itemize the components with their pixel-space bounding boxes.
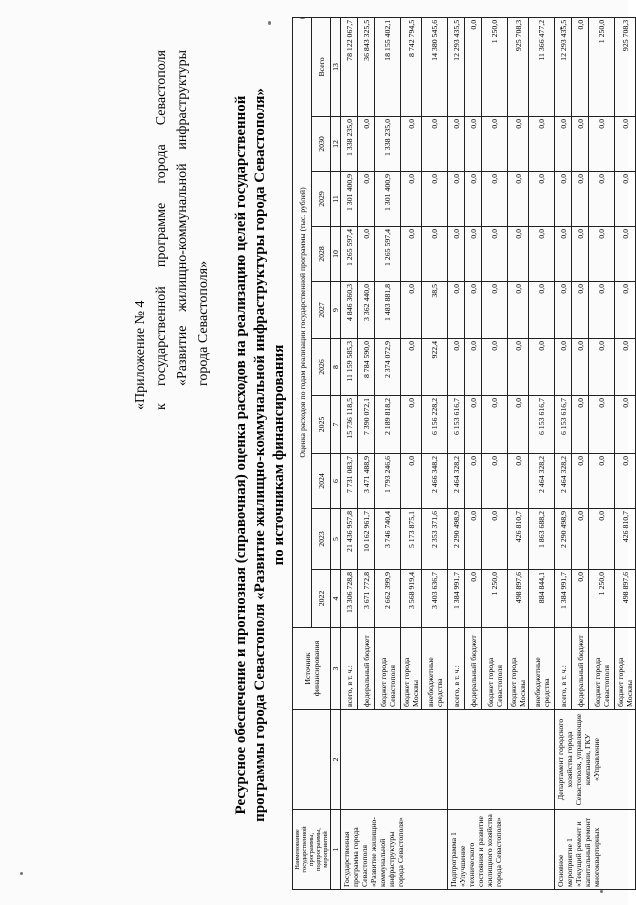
year-value-cell: 0,0 (358, 172, 375, 227)
year-value-cell: 0,0 (572, 227, 589, 282)
year-value-cell: 5 173 875,1 (401, 509, 422, 570)
year-value-cell: 3 403 636,7 (422, 570, 448, 628)
year-value-cell: 0,0 (572, 396, 589, 454)
year-value-cell: 0,0 (448, 339, 465, 396)
funding-source-cell: бюджет города Москвы (401, 628, 422, 710)
executor-cell: Департамент городского хозяйства города Севастополя, управляющие компании, ГКУ «Управление (555, 710, 636, 810)
table-row (555, 17, 572, 889)
document-title (232, 65, 289, 845)
year-value-cell: 0,0 (555, 117, 572, 172)
year-value-cell: 1 793 246,6 (375, 454, 401, 509)
program-name-cell: Государственная программа города Севастополя «Развитие жилищно-коммунальной инфраструктуры города Севастополя» (341, 810, 448, 890)
year-value-cell: 0,0 (572, 509, 589, 570)
header-estimate-group: Оценка расходов по годам реализации государственной программы (тыс. рублей) (293, 17, 312, 627)
program-name-cell: Подпрограмма 1 «Улучшение технического состояния и развитие жилищного хозяйства города Севастополя» (448, 810, 555, 890)
year-value-cell: 7 731 083,7 (341, 454, 358, 509)
year-value-cell: 0,0 (508, 282, 529, 339)
year-value-cell: 2 662 399,9 (375, 570, 401, 628)
year-value-cell: 0,0 (572, 454, 589, 509)
year-value-cell: 0,0 (465, 454, 482, 509)
year-value-cell: 0,0 (448, 282, 465, 339)
total-value-cell: 78 122 067,7 (341, 17, 358, 116)
funding-source-cell: бюджет города Севастополя (589, 628, 615, 710)
appendix-word: города (154, 144, 169, 184)
header-year: 2027 (312, 282, 331, 339)
column-number: 6 (331, 454, 341, 509)
year-value-cell: 0,0 (465, 339, 482, 396)
total-value-cell: 12 293 435,5 (555, 17, 572, 116)
year-value-cell: 0,0 (401, 339, 422, 396)
year-value-cell: 0,0 (589, 117, 615, 172)
appendix-line-1 (151, 50, 172, 410)
year-value-cell: 0,0 (589, 396, 615, 454)
total-value-cell: 0,0 (465, 17, 482, 116)
year-value-cell: 0,0 (358, 117, 375, 172)
title-line-1: Ресурсное обеспечение и прогнозная (справочная) оценка расходов на реализацию целей государственной (233, 95, 249, 815)
year-value-cell: 3 568 919,4 (401, 570, 422, 628)
funding-source-cell: всего, в т. ч.: (555, 628, 572, 710)
year-value-cell: 0,0 (482, 396, 508, 454)
program-name-cell: Основное мероприятие 1 «Текущий ремонт и капитальный ремонт многоквартирных (555, 810, 636, 890)
funding-source-cell: бюджет города Севастополя (375, 628, 401, 710)
column-number: 13 (331, 17, 341, 116)
year-value-cell: 0,0 (555, 339, 572, 396)
header-executor (293, 710, 331, 810)
header-year: 2025 (312, 396, 331, 454)
year-value-cell: 0,0 (401, 454, 422, 509)
year-value-cell: 2 189 818,2 (375, 396, 401, 454)
year-value-cell: 0,0 (448, 172, 465, 227)
year-value-cell: 0,0 (615, 227, 636, 282)
appendix-title: «Приложение № 4 (133, 300, 148, 410)
appendix-line-2 (172, 50, 193, 410)
year-value-cell: 1 384 991,7 (448, 570, 465, 628)
year-value-cell: 0,0 (401, 282, 422, 339)
funding-source-cell: федеральный бюджет (572, 628, 589, 710)
year-value-cell: 0,0 (555, 227, 572, 282)
funding-source-cell: федеральный бюджет (465, 628, 482, 710)
table-row (341, 17, 358, 889)
year-value-cell: 2 290 498,9 (555, 509, 572, 570)
funding-source-cell: бюджет города Севастополя (482, 628, 508, 710)
year-value-cell: 0,0 (615, 172, 636, 227)
funding-source-cell: бюджет города Москвы (508, 628, 529, 710)
year-value-cell: 1 301 400,9 (375, 172, 401, 227)
year-value-cell: 0,0 (555, 172, 572, 227)
year-value-cell: 0,0 (422, 227, 448, 282)
header-row-1 (293, 17, 312, 889)
header-year: 2024 (312, 454, 331, 509)
year-value-cell: 6 153 616,7 (529, 396, 555, 454)
executor-cell (341, 710, 448, 810)
header-year: 2029 (312, 172, 331, 227)
year-value-cell: 0,0 (589, 339, 615, 396)
year-value-cell: 1 265 597,4 (375, 227, 401, 282)
year-value-cell: 10 162 961,7 (358, 509, 375, 570)
year-value-cell: 0,0 (465, 172, 482, 227)
header-year: 2030 (312, 117, 331, 172)
header-year: 2023 (312, 509, 331, 570)
year-value-cell: 0,0 (615, 282, 636, 339)
funding-source-cell: бюджет города Москвы (615, 628, 636, 710)
year-value-cell: 426 810,7 (615, 509, 636, 570)
year-value-cell: 0,0 (589, 454, 615, 509)
year-value-cell: 6 156 228,2 (422, 396, 448, 454)
year-value-cell: 0,0 (448, 227, 465, 282)
year-value-cell: 0,0 (482, 339, 508, 396)
column-number: 4 (331, 570, 341, 628)
year-value-cell: 0,0 (529, 172, 555, 227)
year-value-cell: 0,0 (482, 282, 508, 339)
year-value-cell: 0,0 (589, 172, 615, 227)
title-line-3: по источникам финансирования (271, 344, 287, 566)
appendix-word: жилищно-коммунальной (175, 163, 190, 312)
total-value-cell: 925 708,3 (508, 17, 529, 116)
year-value-cell: 2 290 498,9 (448, 509, 465, 570)
funding-table (292, 17, 636, 890)
year-value-cell: 0,0 (572, 339, 589, 396)
funding-source-cell: всего, в т. ч.: (341, 628, 358, 710)
appendix-word: Севастополя (154, 50, 169, 126)
year-value-cell: 2 353 371,6 (422, 509, 448, 570)
year-value-cell: 8 784 590,0 (358, 339, 375, 396)
year-value-cell: 426 810,7 (508, 509, 529, 570)
year-value-cell: 0,0 (572, 570, 589, 628)
total-value-cell: 0,0 (572, 17, 589, 116)
year-value-cell: 0,0 (529, 227, 555, 282)
year-value-cell: 0,0 (465, 396, 482, 454)
appendix-k: к (154, 403, 169, 410)
year-value-cell: 0,0 (465, 570, 482, 628)
year-value-cell: 0,0 (615, 454, 636, 509)
year-value-cell: 1 384 991,7 (555, 570, 572, 628)
year-value-cell: 1 301 400,9 (341, 172, 358, 227)
header-name: Наименование государственной программы, подпрограммы, мероприятий (293, 810, 331, 890)
year-value-cell: 922,4 (422, 339, 448, 396)
column-number: 7 (331, 396, 341, 454)
appendix-word: программе (154, 202, 169, 268)
total-value-cell: 925 708,3 (615, 17, 636, 116)
year-value-cell: 3 746 740,4 (375, 509, 401, 570)
year-value-cell: 2 464 328,2 (555, 454, 572, 509)
appendix-line-3: города Севастополя» (196, 260, 211, 386)
total-value-cell: 1 250,0 (482, 17, 508, 116)
funding-source-cell: внебюджетные средства (529, 628, 555, 710)
header-year: 2028 (312, 227, 331, 282)
year-value-cell: 0,0 (572, 282, 589, 339)
total-value-cell: 18 155 402,1 (375, 17, 401, 116)
year-value-cell: 0,0 (508, 454, 529, 509)
year-value-cell: 0,0 (422, 117, 448, 172)
title-line-2: программы города Севастополя «Развитие жилищно-коммунальной инфраструктуры города Севастополя» (252, 88, 268, 822)
year-value-cell: 0,0 (465, 282, 482, 339)
year-value-cell: 1 863 688,2 (529, 509, 555, 570)
appendix-word: инфраструктуры (175, 50, 190, 150)
year-value-cell: 0,0 (508, 396, 529, 454)
year-value-cell: 0,0 (529, 282, 555, 339)
year-value-cell: 0,0 (555, 282, 572, 339)
funding-source-cell: внебюджетные средства (422, 628, 448, 710)
column-number: 10 (331, 227, 341, 282)
year-value-cell: 0,0 (401, 396, 422, 454)
year-value-cell: 7 390 072,1 (358, 396, 375, 454)
year-value-cell: 0,0 (401, 172, 422, 227)
total-value-cell: 14 380 545,6 (422, 17, 448, 116)
year-value-cell: 0,0 (482, 454, 508, 509)
year-value-cell: 0,0 (482, 172, 508, 227)
year-value-cell: 2 464 328,2 (448, 454, 465, 509)
year-value-cell: 884 844,1 (529, 570, 555, 628)
year-value-cell: 0,0 (401, 227, 422, 282)
year-value-cell: 1 483 881,8 (375, 282, 401, 339)
table-row (448, 17, 465, 889)
year-value-cell: 1 250,0 (482, 570, 508, 628)
year-value-cell: 0,0 (529, 339, 555, 396)
column-number: 1 (331, 810, 341, 890)
year-value-cell: 0,0 (465, 509, 482, 570)
year-value-cell: 21 436 957,8 (341, 509, 358, 570)
total-value-cell: 8 742 794,5 (401, 17, 422, 116)
year-value-cell: 2 464 328,2 (529, 454, 555, 509)
year-value-cell: 498 897,6 (508, 570, 529, 628)
year-value-cell: 6 153 616,7 (448, 396, 465, 454)
appendix-word: «Развитие (175, 325, 190, 386)
year-value-cell: 0,0 (589, 282, 615, 339)
year-value-cell: 0,0 (589, 509, 615, 570)
year-value-cell: 0,0 (615, 339, 636, 396)
funding-table-body (341, 17, 636, 889)
year-value-cell: 4 846 360,3 (341, 282, 358, 339)
year-value-cell: 13 306 728,8 (341, 570, 358, 628)
appendix-header (130, 50, 214, 410)
year-value-cell: 1 338 235,0 (341, 117, 358, 172)
column-number: 8 (331, 339, 341, 396)
total-value-cell: 1 250,0 (589, 17, 615, 116)
year-value-cell: 1 250,0 (589, 570, 615, 628)
year-value-cell: 38,5 (422, 282, 448, 339)
funding-source-cell: всего, в т. ч.: (448, 628, 465, 710)
year-value-cell: 0,0 (482, 227, 508, 282)
executor-cell (448, 710, 555, 810)
year-value-cell: 0,0 (482, 509, 508, 570)
year-value-cell: 0,0 (572, 172, 589, 227)
column-number: 11 (331, 172, 341, 227)
year-value-cell: 15 736 118,5 (341, 396, 358, 454)
year-value-cell: 11 159 585,3 (341, 339, 358, 396)
year-value-cell: 0,0 (465, 227, 482, 282)
year-value-cell: 3 471 488,9 (358, 454, 375, 509)
header-source: Источник финансирования (293, 628, 331, 710)
year-value-cell: 1 338 235,0 (375, 117, 401, 172)
year-value-cell: 0,0 (529, 117, 555, 172)
year-value-cell: 0,0 (508, 227, 529, 282)
year-value-cell: 1 265 597,4 (341, 227, 358, 282)
column-number: 12 (331, 117, 341, 172)
year-value-cell: 2 374 072,9 (375, 339, 401, 396)
year-value-cell: 0,0 (615, 117, 636, 172)
appendix-word: государственной (154, 286, 169, 386)
year-value-cell: 0,0 (358, 227, 375, 282)
header-total: Всего (312, 17, 331, 116)
column-number: 3 (331, 628, 341, 710)
year-value-cell: 0,0 (465, 117, 482, 172)
total-value-cell: 36 843 325,5 (358, 17, 375, 116)
header-year: 2022 (312, 570, 331, 628)
year-value-cell: 0,0 (422, 172, 448, 227)
column-number: 5 (331, 509, 341, 570)
year-value-cell: 0,0 (615, 396, 636, 454)
year-value-cell: 0,0 (508, 117, 529, 172)
year-value-cell: 0,0 (589, 227, 615, 282)
year-value-cell: 0,0 (508, 172, 529, 227)
column-number: 9 (331, 282, 341, 339)
year-value-cell: 498 897,6 (615, 570, 636, 628)
total-value-cell: 11 366 477,2 (529, 17, 555, 116)
year-value-cell: 3 671 772,8 (358, 570, 375, 628)
year-value-cell: 0,0 (572, 117, 589, 172)
column-number-row (331, 17, 341, 889)
funding-source-cell: федеральный бюджет (358, 628, 375, 710)
year-value-cell: 0,0 (508, 339, 529, 396)
year-value-cell: 0,0 (448, 117, 465, 172)
year-value-cell: 2 466 348,2 (422, 454, 448, 509)
year-value-cell: 0,0 (401, 117, 422, 172)
year-value-cell: 6 153 616,7 (555, 396, 572, 454)
year-value-cell: 3 362 440,0 (358, 282, 375, 339)
column-number: 2 (331, 710, 341, 810)
year-value-cell: 0,0 (482, 117, 508, 172)
header-year: 2026 (312, 339, 331, 396)
total-value-cell: 12 293 435,5 (448, 17, 465, 116)
